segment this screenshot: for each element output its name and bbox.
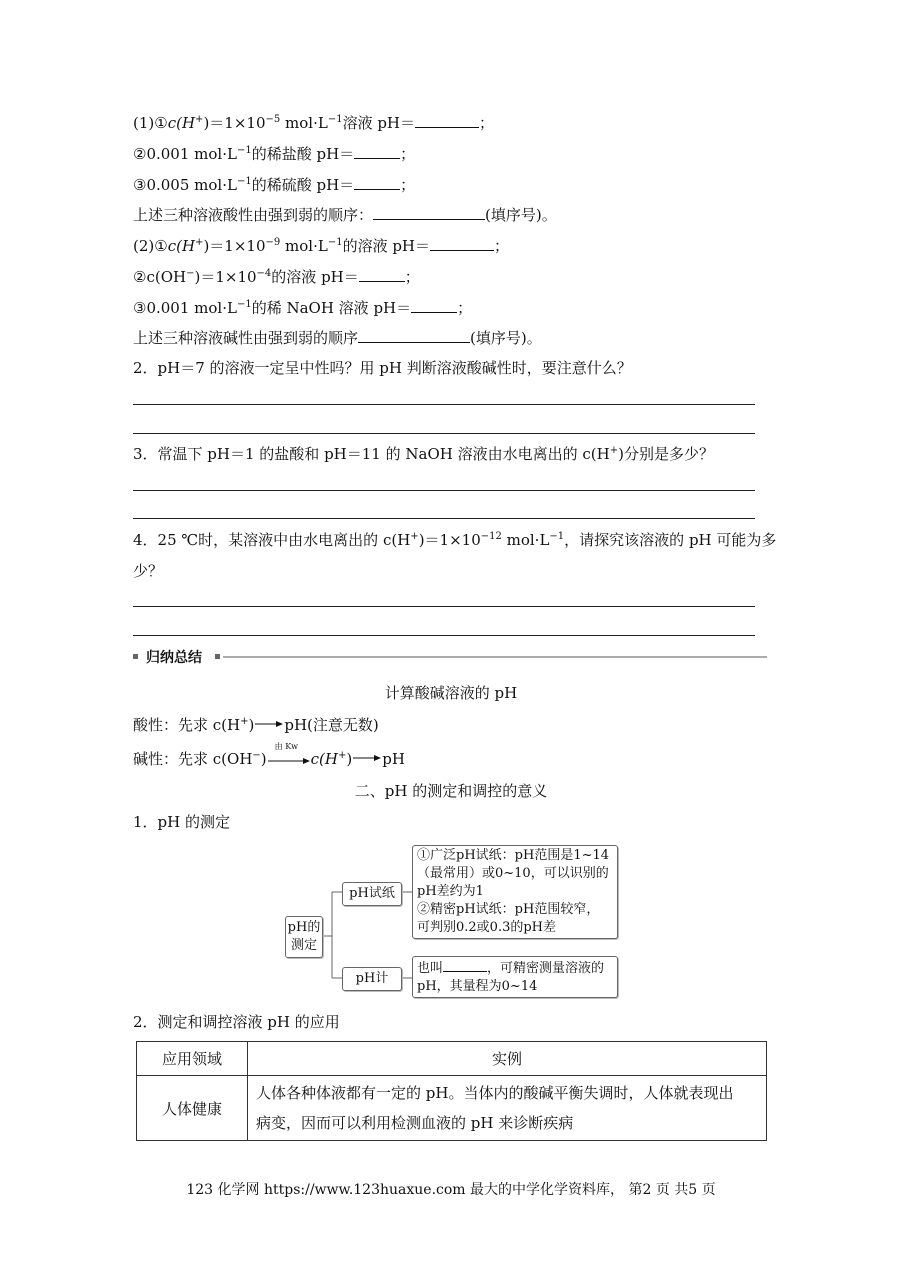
section2-title: 二、pH 的测定和调控的意义 [354, 782, 548, 800]
subsection-ph-measurement: 1．pH 的测定 [133, 813, 230, 831]
summary-subtitle: 计算酸碱溶液的 pH [384, 684, 518, 702]
application-table [136, 1041, 767, 1141]
subsection-ph-application: 2．测定和调控溶液 pH 的应用 [133, 1013, 340, 1031]
page-footer: 123 化学网 https://www.123huaxue.com 最大的中学化学资料库， 第2 页 共5 页 [186, 1182, 716, 1198]
base-order-line: 上述三种溶液碱性由强到弱的顺序 (填序号)。 [133, 329, 542, 347]
acid-order-line: 上述三种溶液酸性由强到弱的顺序： (填序号)。 [133, 206, 557, 224]
base-formula: 碱性：先求 c(OH−) 由 Kw c(H+) pH [133, 742, 405, 768]
acid-formula: 酸性：先求 c(H+) pH(注意无数) [133, 716, 379, 734]
q1-item5-line: $②c(OH^-)=1\times 10^{-4}$的溶液 pH＝ ； [133, 268, 420, 286]
answer-blank[interactable] [443, 958, 487, 972]
ph-paper-detail: ①广泛pH试纸：pH范围是1~14 （最常用）或0~10，可以识别的 pH差约为1 ②精密pH试纸：pH范围较窄， 可判别0.2或0.3的pH差 [412, 845, 618, 939]
q3-text: 3．常温下 pH＝1 的盐酸和 pH＝11 的 NaOH 溶液由水电离出的 c(H+)分别是多少？ [133, 445, 714, 463]
ph-paper-node: pH试纸 [342, 882, 402, 906]
q1-part2-line: $(2)①c(H^+)=1\times 10^{-9}$ $mol\cdot L^{-1}$的溶液 pH＝ ； [133, 237, 510, 255]
table-header-row [137, 1042, 767, 1076]
table-cell-example: 人体各种体液都有一定的 pH。当体内的酸碱平衡失调时，人体就表现出 病变，因而可以利用检测血液的 pH 来诊断疾病 [248, 1076, 767, 1141]
diagram-root-node: pH的 测定 [285, 916, 323, 958]
table-header: 实例 [248, 1042, 767, 1076]
summary-header: 归纳总结 [133, 648, 767, 668]
q4-text-cont: 少？ [133, 562, 164, 580]
q4-text: 4．25 ℃时，某溶液中由水电离出的 $c(H^+)=1\times 10^{-12}$ $mol\cdot L^{-1}$，请探究该溶液的 pH 可能为多 [133, 531, 777, 549]
ph-meter-detail: 也叫 ，可精密测量溶液的 pH，其量程为0~14 [412, 956, 618, 998]
q2-text: 2．pH＝7 的溶液一定呈中性吗？用 pH 判断溶液酸碱性时，要注意什么？ [133, 359, 632, 377]
table-row [137, 1076, 767, 1141]
q1-item2-line: ②0.001 $mol\cdot L^{-1}$的稀盐酸 pH＝ ； [133, 145, 416, 163]
q1-item3-line: ③0.005 $mol\cdot L^{-1}$的稀硫酸 pH＝ ； [133, 176, 416, 194]
table-cell-field: 人体健康 [137, 1076, 248, 1141]
q1-item6-line: ③0.001 $mol\cdot L^{-1}$的稀 NaOH 溶液 pH＝ ； [133, 299, 473, 317]
q1-part1-line: $(1)①c(H^+)=1\times 10^{-5}$ $mol\cdot L^{-1}$溶液 pH＝ ； [133, 114, 495, 132]
kw-arrow: 由 Kw [267, 750, 311, 770]
ph-meter-node: pH计 [342, 967, 402, 991]
table-header: 应用领域 [137, 1042, 248, 1076]
